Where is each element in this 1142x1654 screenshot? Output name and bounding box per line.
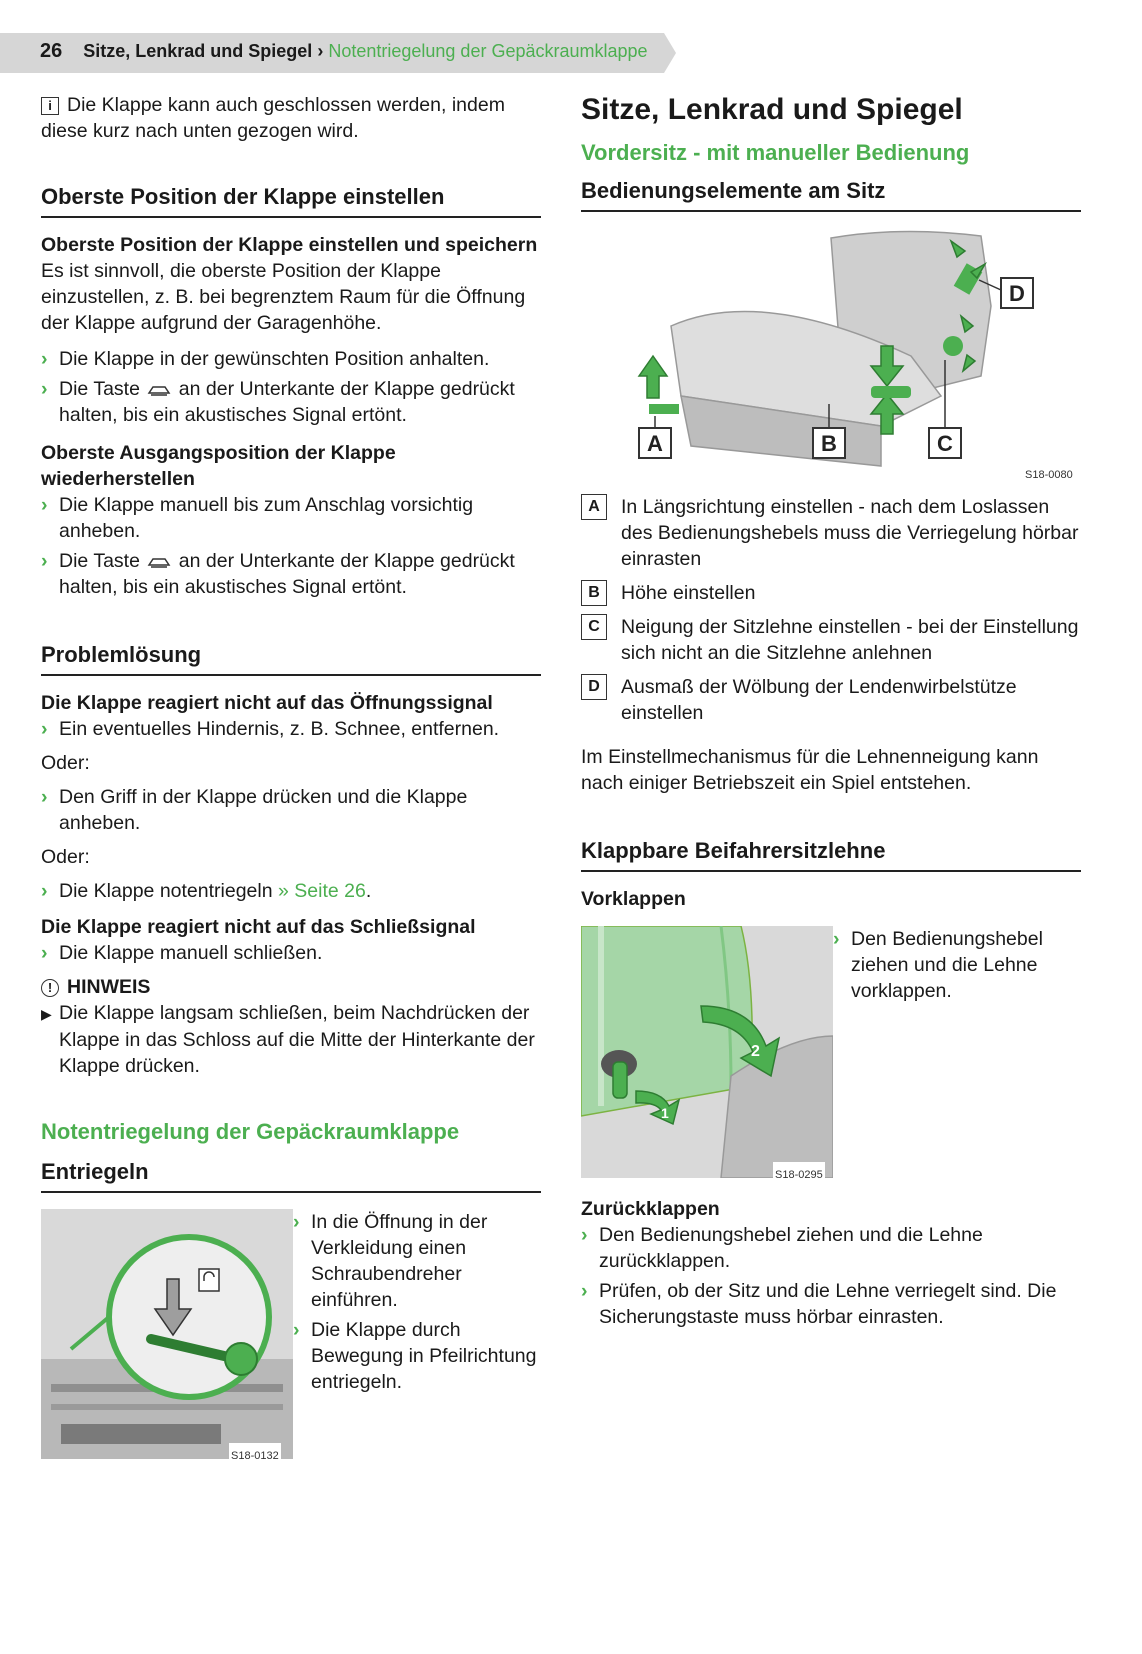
- list-item: › Den Bedienungshebel ziehen und die Lehne zurückklappen.: [581, 1224, 983, 1272]
- fold-forward-figure-block: [581, 926, 1081, 1180]
- step-number-1: 1: [661, 1105, 669, 1121]
- triangle-bullet-icon: ▶: [41, 1006, 52, 1022]
- seat-controls-figure: [581, 226, 1081, 481]
- subheading-no-open-signal: Die Klappe reagiert nicht auf das Öffnungssignal: [41, 692, 493, 714]
- or-label: Oder:: [41, 752, 90, 774]
- list-item: › Die Klappe in der gewünschten Position anhalten.: [41, 348, 490, 370]
- chevron-icon: ›: [41, 786, 48, 808]
- subtitle-front-seat: Vordersitz - mit manueller Bedienung: [581, 140, 970, 165]
- info-icon: i: [41, 97, 59, 115]
- subheading-save-position: Oberste Position der Klappe einstellen und speichern: [41, 234, 538, 256]
- callout-a: A: [647, 431, 663, 456]
- list-item: › Den Bedienungshebel ziehen und die Lehne vorklappen.: [833, 928, 1043, 1002]
- tailgate-button-icon: [147, 383, 171, 397]
- chevron-icon: ›: [41, 550, 48, 572]
- label-box: A: [581, 494, 607, 520]
- chevron-icon: ›: [293, 1211, 300, 1233]
- legend-item-b: B Höhe einstellen: [581, 580, 1081, 606]
- right-column: [581, 92, 1081, 1330]
- tailgate-release-illustration: [41, 1209, 293, 1459]
- list-item: › Den Griff in der Klappe drücken und die Klappe anheben.: [41, 786, 468, 834]
- list-item: › Die Klappe durch Bewegung in Pfeilrichtung entriegeln.: [293, 1319, 537, 1393]
- list-item: › Ein eventuelles Hindernis, z. B. Schnee, entfernen.: [41, 718, 500, 740]
- chevron-icon: ›: [293, 1319, 300, 1341]
- notice-icon: !: [41, 979, 59, 997]
- chevron-icon: ›: [41, 942, 48, 964]
- emergency-release-figure-block: [41, 1209, 541, 1462]
- subheading-fold-forward: Vorklappen: [581, 888, 686, 910]
- step-number-2: 2: [751, 1043, 760, 1060]
- paragraph-play-note: Im Einstellmechanismus für die Lehnenneigung kann nach einiger Betriebszeit ein Spiel entstehen.: [581, 746, 1039, 794]
- list-item: › Die Klappe notentriegeln » Seite 26.: [41, 880, 372, 902]
- chevron-icon: ›: [41, 718, 48, 740]
- hint-heading: ! HINWEIS: [41, 974, 541, 1000]
- section-heading-folding-backrest: Klappbare Beifahrersitzlehne: [581, 838, 1081, 872]
- breadcrumb-separator: ›: [317, 41, 324, 61]
- callout-b: B: [821, 431, 837, 456]
- legend-item-d: D Ausmaß der Wölbung der Lendenwirbelstütze einstellen: [581, 674, 1081, 726]
- intro-note: i Die Klappe kann auch geschlossen werden, indem diese kurz nach unten gezogen wird.: [41, 94, 505, 142]
- subheading-unlock: Entriegeln: [41, 1159, 541, 1193]
- subheading-restore-position: Oberste Ausgangsposition der Klappe wiederherstellen: [41, 442, 396, 490]
- running-header: [40, 40, 648, 63]
- unlock-steps: [293, 1209, 541, 1395]
- page-title: Sitze, Lenkrad und Spiegel: [581, 93, 963, 126]
- or-label: Oder:: [41, 846, 90, 868]
- list-item: › Prüfen, ob der Sitz und die Lehne verriegelt sind. Die Sicherungstaste muss hörbar einrasten.: [581, 1280, 1057, 1328]
- seat-controls-illustration: [581, 226, 1081, 478]
- list-item: › Die Taste an der Unterkante der Klappe gedrückt halten, bis ein akustisches Signal ertönt.: [41, 550, 515, 598]
- label-box: C: [581, 614, 607, 640]
- figure-code: S18-0295: [773, 1162, 825, 1188]
- callout-d: D: [1009, 281, 1025, 306]
- left-column: [41, 92, 541, 1462]
- subheading-fold-back: Zurückklappen: [581, 1198, 720, 1220]
- backrest-fold-illustration: [581, 926, 833, 1178]
- hint-text: ▶ Die Klappe langsam schließen, beim Nachdrücken der Klappe in das Schloss auf die Mitte der Hinterkante der Klappe drücken.: [41, 1002, 535, 1077]
- chevron-icon: ›: [41, 494, 48, 516]
- callout-c: C: [937, 431, 953, 456]
- chevron-icon: ›: [41, 880, 48, 902]
- paragraph: Es ist sinnvoll, die oberste Position der Klappe einzustellen, z. B. bei begrenztem Raum für die Öffnung der Klappe aufgrund der Garagenhöhe.: [41, 260, 526, 334]
- chevron-icon: ›: [41, 348, 48, 370]
- chapter-title: Sitze, Lenkrad und Spiegel: [83, 41, 313, 61]
- subheading-no-close-signal: Die Klappe reagiert nicht auf das Schließsignal: [41, 916, 476, 938]
- section-heading-seat-controls: Bedienungselemente am Sitz: [581, 178, 1081, 212]
- chevron-icon: ›: [833, 928, 840, 950]
- chevron-icon: ›: [581, 1224, 588, 1246]
- label-box: D: [581, 674, 607, 700]
- tailgate-button-icon: [147, 555, 171, 569]
- label-box: B: [581, 580, 607, 606]
- list-item: › Die Klappe manuell schließen.: [41, 942, 323, 964]
- section-heading-troubleshooting: Problemlösung: [41, 642, 541, 676]
- list-item: › Die Taste an der Unterkante der Klappe gedrückt halten, bis ein akustisches Signal ertönt.: [41, 378, 515, 426]
- fold-forward-steps: [833, 926, 1081, 1004]
- list-item: › In die Öffnung in der Verkleidung einen Schraubendreher einführen.: [293, 1211, 488, 1311]
- page-number: 26: [40, 40, 63, 62]
- figure-code: S18-0132: [229, 1443, 281, 1469]
- legend-item-a: A In Längsrichtung einstellen - nach dem Loslassen des Bedienungshebels muss die Verriegelung hörbar einrasten: [581, 494, 1081, 572]
- chevron-icon: ›: [41, 378, 48, 400]
- chevron-icon: ›: [581, 1280, 588, 1302]
- header-band-tip: [664, 33, 676, 73]
- legend-item-c: C Neigung der Sitzlehne einstellen - bei der Einstellung sich nicht an die Sitzlehne anlehnen: [581, 614, 1081, 666]
- list-item: › Die Klappe manuell bis zum Anschlag vorsichtig anheben.: [41, 494, 474, 542]
- section-heading-top-position: Oberste Position der Klappe einstellen: [41, 184, 541, 218]
- figure-code: S18-0080: [1023, 462, 1075, 488]
- section-breadcrumb[interactable]: Notentriegelung der Gepäckraumklappe: [328, 41, 648, 61]
- page-reference-link[interactable]: » Seite 26: [278, 880, 366, 902]
- section-heading-emergency-release: Notentriegelung der Gepäckraumklappe: [41, 1119, 460, 1144]
